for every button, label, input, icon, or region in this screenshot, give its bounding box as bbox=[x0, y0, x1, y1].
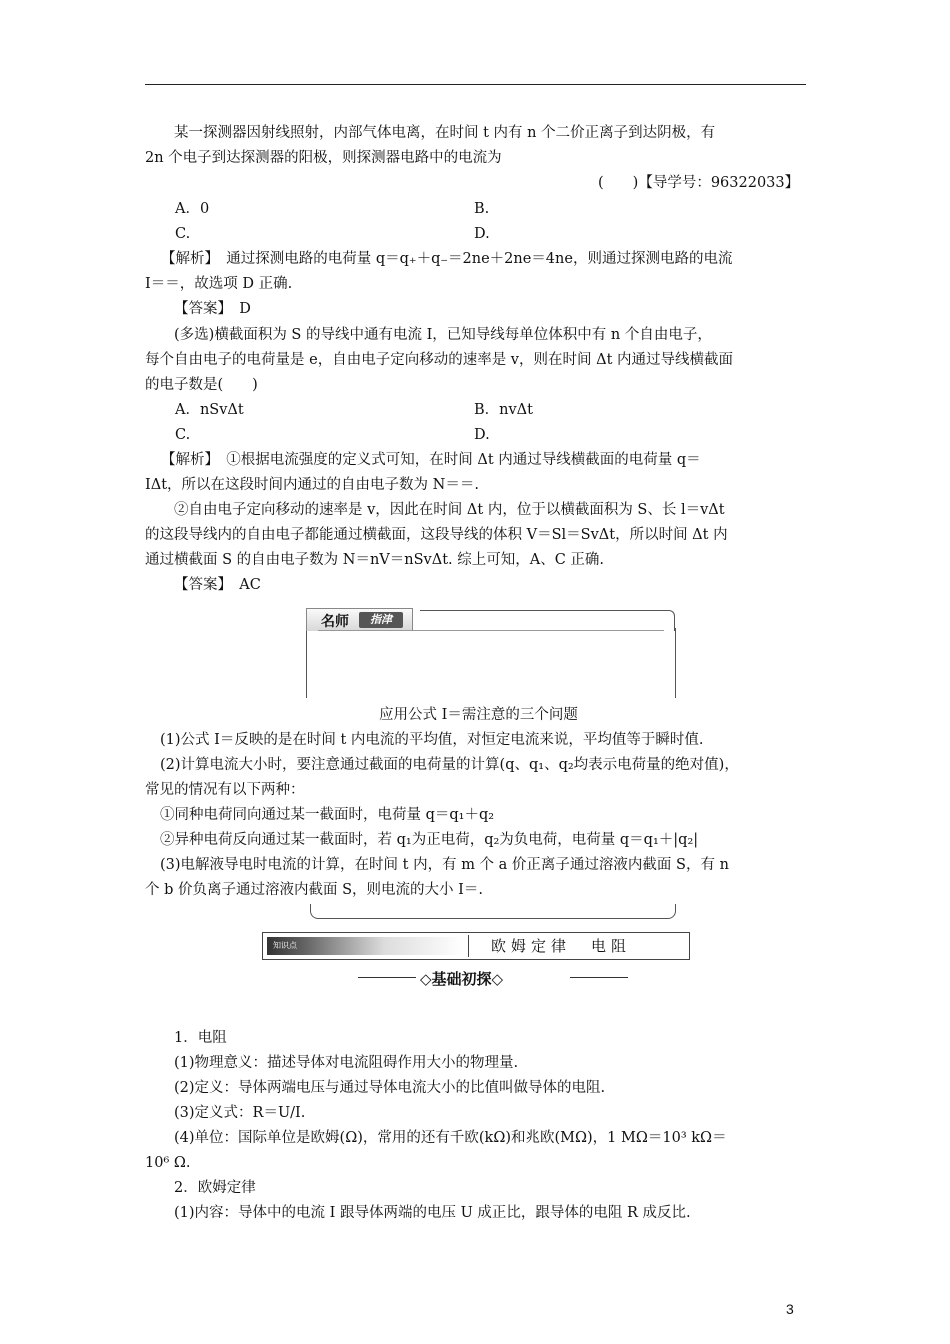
a2-line2: IΔt，所以在这段时间内通过的自由电子数为 N＝＝. bbox=[145, 477, 479, 493]
heading-ohms-law: 2．欧姆定律 bbox=[174, 1180, 256, 1196]
resistance-definition: (2)定义：导体两端电压与通过导体电流大小的比值叫做导体的电阻. bbox=[174, 1080, 606, 1096]
knowledge-point-label: 知识点 bbox=[273, 941, 297, 950]
knowledge-point-bar bbox=[262, 932, 690, 960]
tip-box-top-border bbox=[420, 610, 675, 631]
page-number: 3 bbox=[786, 1301, 794, 1317]
tip-p1: (1)公式 I＝反映的是在时间 t 内电流的平均值，对恒定电流来说，平均值等于瞬时值. bbox=[160, 732, 704, 748]
q1-line1: 某一探测器因射线照射，内部气体电离，在时间 t 内有 n 个二价正离子到达阴极，有 bbox=[174, 125, 716, 141]
ohms-law-content: (1)内容：导体中的电流 I 跟导体两端的电压 U 成正比，跟导体的电阻 R 成反比. bbox=[174, 1205, 691, 1221]
tip-p3a: (3)电解液导电时电流的计算，在时间 t 内，有 m 个 a 价正离子通过溶液内截面 S，有 n bbox=[160, 857, 729, 873]
tip-p2c: ①同种电荷同向通过某一截面时，电荷量 q＝q₁＋q₂ bbox=[160, 807, 495, 823]
resistance-units: (4)单位：国际单位是欧姆(Ω)，常用的还有千欧(kΩ)和兆欧(MΩ)，1 MΩ＝10³ kΩ＝ bbox=[174, 1130, 727, 1146]
header-rule bbox=[145, 84, 806, 85]
tip-box-bottom bbox=[310, 904, 676, 919]
tip-box-frame bbox=[306, 628, 676, 698]
a1-analysis-2: I＝＝，故选项 D 正确. bbox=[145, 276, 293, 292]
a1-answer: 【答案】 D bbox=[174, 301, 251, 317]
heading-resistance: 1．电阻 bbox=[174, 1030, 227, 1046]
q1-ref: ( )【导学号：96322033】 bbox=[598, 175, 800, 191]
q1-option-b: B. bbox=[474, 201, 490, 217]
tip-box-divider bbox=[318, 630, 664, 631]
resistance-meaning: (1)物理意义：描述导体对电流阻碍作用大小的物理量. bbox=[174, 1055, 519, 1071]
basics-heading bbox=[358, 968, 628, 986]
knowledge-bar-separator bbox=[468, 935, 469, 957]
q2-option-d: D. bbox=[474, 427, 490, 443]
q2-option-a: A．nSvΔt bbox=[175, 402, 244, 418]
q2-option-b: B．nvΔt bbox=[474, 402, 533, 418]
a2-answer: 【答案】 AC bbox=[174, 577, 261, 593]
basics-title: ◇基础初探◇ bbox=[420, 970, 504, 988]
tip-p2a: (2)计算电流大小时，要注意通过截面的电荷量的计算(q、q₁、q₂均表示电荷量的绝对值)， bbox=[160, 757, 739, 773]
tip-tag-badge: 指津 bbox=[359, 612, 403, 628]
tip-title: 应用公式 I＝需注意的三个问题 bbox=[379, 707, 578, 723]
q1-line2: 2n 个电子到达探测器的阳极，则探测器电路中的电流为 bbox=[145, 150, 502, 166]
tip-tag bbox=[306, 608, 413, 631]
resistance-units-cont: 10⁶ Ω. bbox=[145, 1155, 191, 1171]
knowledge-point-badge bbox=[267, 937, 463, 955]
a1-analysis-1: 【解析】 通过探测电路的电荷量 q＝q₊＋q₋＝2ne＋2ne＝4ne，则通过探测电路的电流 bbox=[161, 251, 733, 267]
q2-line2: 每个自由电子的电荷量是 e，自由电子定向移动的速率是 v，则在时间 Δt 内通过导线横截面 bbox=[145, 352, 734, 368]
basics-rule-right bbox=[570, 977, 628, 978]
q2-option-c: C. bbox=[175, 427, 191, 443]
basics-rule-left bbox=[358, 977, 416, 978]
a2-line1: 【解析】 ①根据电流强度的定义式可知，在时间 Δt 内通过导线横截面的电荷量 q＝ bbox=[161, 452, 701, 468]
q1-option-a: A．0 bbox=[175, 201, 210, 217]
a2-line3: ②自由电子定向移动的速率是 v，因此在时间 Δt 内，位于以横截面积为 S、长 l＝vΔt bbox=[174, 502, 725, 518]
q2-line1: (多选)横截面积为 S 的导线中通有电流 I，已知导线每单位体积中有 n 个自由电子， bbox=[174, 327, 712, 343]
a2-line4: 的这段导线内的自由电子都能通过横截面，这段导线的体积 V＝Sl＝SvΔt，所以时间 Δt 内 bbox=[145, 527, 728, 543]
tip-p2b: 常见的情况有以下两种： bbox=[145, 782, 305, 798]
tip-p2d: ②异种电荷反向通过某一截面时，若 q₁为正电荷，q₂为负电荷，电荷量 q＝q₁＋|q₂| bbox=[160, 832, 699, 848]
q2-line3: 的电子数是( ) bbox=[145, 377, 258, 393]
resistance-formula: (3)定义式：R＝U/I. bbox=[174, 1105, 306, 1121]
tip-p3b: 个 b 价负离子通过溶液内截面 S，则电流的大小 I＝. bbox=[145, 882, 483, 898]
q1-option-d: D. bbox=[474, 226, 490, 242]
knowledge-point-title: 欧姆定律 电阻 bbox=[491, 937, 632, 955]
q1-option-c: C. bbox=[175, 226, 191, 242]
a2-line5: 通过横截面 S 的自由电子数为 N＝nV＝nSvΔt. 综上可知，A、C 正确. bbox=[145, 552, 605, 568]
tip-tag-label: 名师 bbox=[321, 614, 349, 630]
